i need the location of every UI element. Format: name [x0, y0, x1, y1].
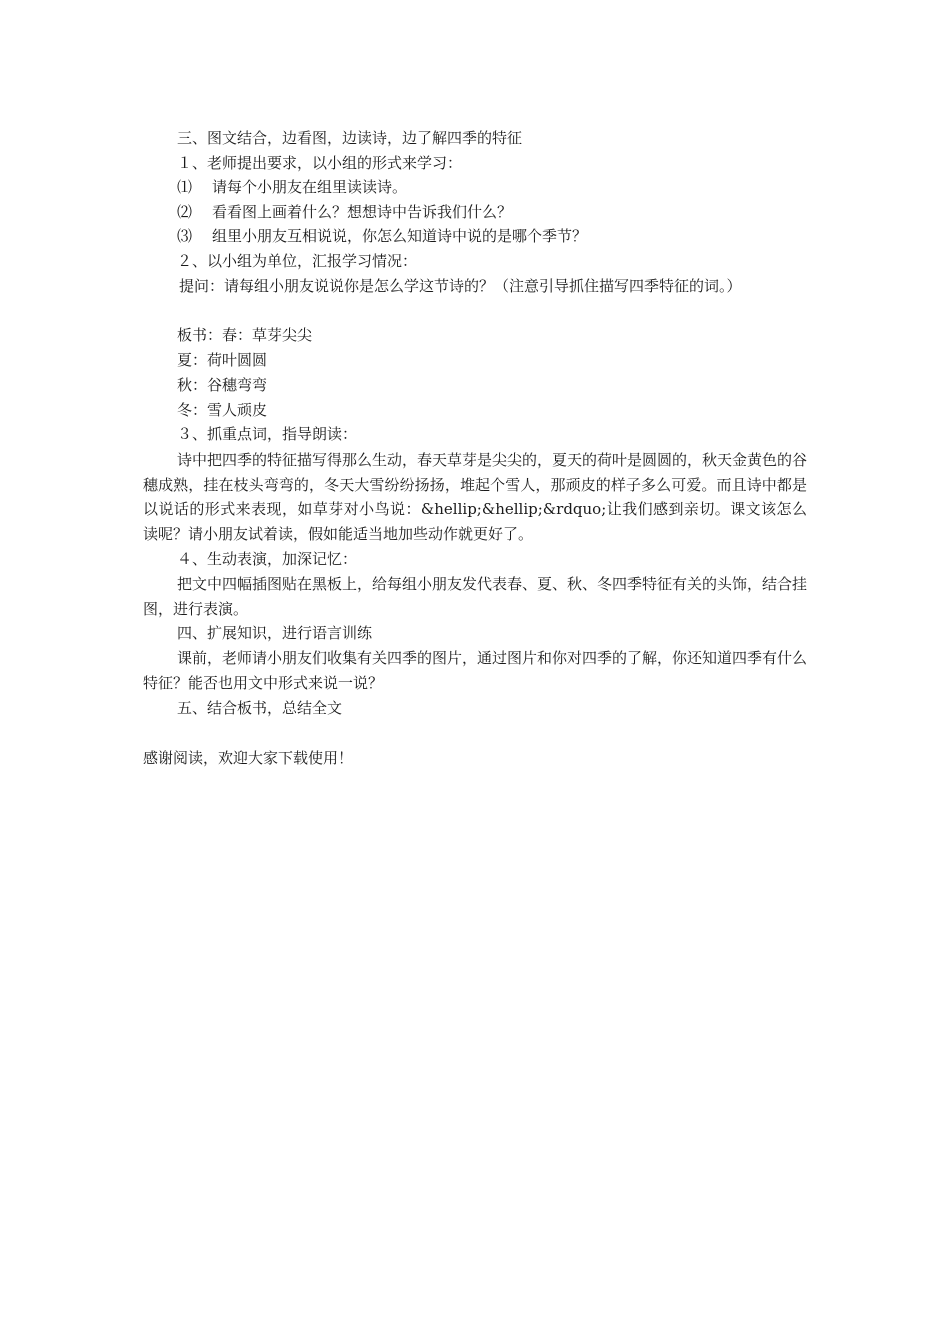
section4-paragraph: 课前，老师请小朋友们收集有关四季的图片，通过图片和你对四季的了解，你还知道四季有什么特征？能否也用文中形式来说一说？ — [143, 649, 808, 692]
board-line-autumn: 秋：谷穗弯弯 — [177, 376, 268, 394]
step2-heading: ２、以小组为单位，汇报学习情况： — [177, 252, 418, 270]
question-paragraph: 提问：请每组小朋友说说你是怎么学这节诗的？（注意引导抓住描写四季特征的词。） — [179, 277, 742, 295]
board-line-winter: 冬：雪人顽皮 — [177, 401, 268, 419]
list-item — [177, 177, 407, 197]
step4-heading: ４、生动表演，加深记忆： — [177, 550, 358, 568]
list-item — [177, 202, 512, 222]
list-item — [177, 226, 587, 246]
step1-heading: １、老师提出要求，以小组的形式来学习： — [177, 154, 463, 172]
section4-heading: 四、扩展知识，进行语言训练 — [177, 624, 373, 642]
footer-thanks: 感谢阅读，欢迎大家下载使用！ — [143, 749, 354, 767]
step3-heading: ３、抓重点词，指导朗读： — [177, 425, 358, 443]
step4-paragraph: 把文中四幅插图贴在黑板上，给每组小朋友发代表春、夏、秋、冬四季特征有关的头饰，结合挂图，进行表演。 — [143, 575, 808, 618]
list-item-number: ⑴ — [177, 178, 193, 196]
list-item-text: 请每个小朋友在组里读读诗。 — [212, 178, 408, 196]
list-item-number: ⑵ — [177, 203, 193, 221]
list-item-text: 看看图上画着什么？想想诗中告诉我们什么？ — [212, 203, 513, 221]
board-line-summer: 夏：荷叶圆圆 — [177, 351, 268, 369]
list-item-number: ⑶ — [177, 227, 193, 245]
list-item-text: 组里小朋友互相说说，你怎么知道诗中说的是哪个季节？ — [212, 227, 588, 245]
step3-paragraph: 诗中把四季的特征描写得那么生动，春天草芽是尖尖的，夏天的荷叶是圆圆的，秋天金黄色的谷穗成熟，挂在枝头弯弯的，冬天大雪纷纷扬扬，堆起个雪人，那顽皮的样子多么可爱。而且诗中都是以说话的形式来表现，如草芽对小鸟说：&hellip;&hellip;&rdquo;让我们感到亲切。课文该怎么读呢？请小朋友试着读，假如能适当地加些动作就更好了。 — [143, 451, 808, 543]
section3-heading: 三、图文结合，边看图，边读诗，边了解四季的特征 — [177, 129, 523, 147]
board-line-spring: 板书：春：草芽尖尖 — [177, 326, 313, 344]
section5-heading: 五、结合板书，总结全文 — [177, 699, 343, 717]
